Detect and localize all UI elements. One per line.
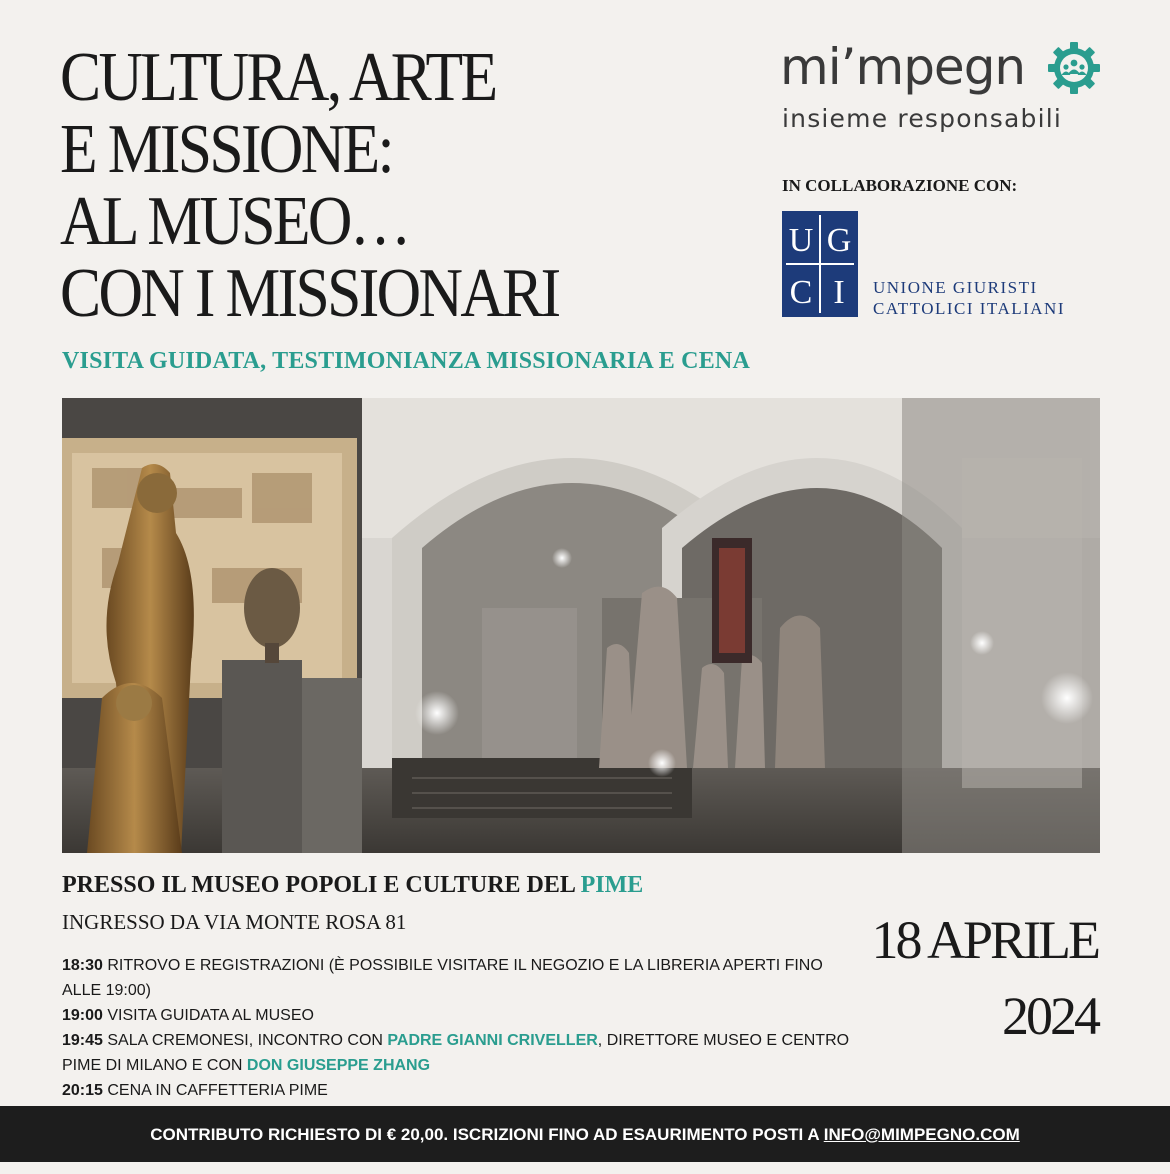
schedule-text: CENA IN CAFFETTERIA PIME xyxy=(102,1082,328,1099)
title-line-3: AL MUSEO… xyxy=(60,183,409,260)
schedule-item xyxy=(62,1028,852,1078)
footer-bar xyxy=(0,1106,1170,1162)
gear-people-icon xyxy=(1046,40,1102,96)
event-subtitle: VISITA GUIDATA, TESTIMONIANZA MISSIONARIA E CENA xyxy=(62,348,750,374)
ugci-name-line-2: CATTOLICI ITALIANI xyxy=(873,299,1065,318)
bottom-strip xyxy=(0,1162,1170,1174)
schedule-text: SALA CREMONESI, INCONTRO CON xyxy=(102,1032,388,1049)
ugci-name-line-1: UNIONE GIURISTI xyxy=(873,278,1038,297)
schedule-text: , DIRETTORE MUSEO E CENTRO PIME DI MILANO E CON xyxy=(62,1032,850,1074)
logo-wordmark: mi’mpegn xyxy=(780,38,1026,96)
schedule-item xyxy=(62,1003,852,1028)
event-date xyxy=(871,902,1098,1054)
title-line-4: CON I MISSIONARI xyxy=(60,255,559,332)
entrance-line: INGRESSO DA VIA MONTE ROSA 81 xyxy=(62,910,407,934)
footer-text: CONTRIBUTO RICHIESTO DI € 20,00. ISCRIZIONI FINO AD ESAURIMENTO POSTI A xyxy=(150,1125,824,1144)
title-line-2: E MISSIONE: xyxy=(60,111,393,188)
schedule-text: RITROVO E REGISTRAZIONI (È POSSIBILE VISITARE IL NEGOZIO E LA LIBRERIA APERTI FINO ALLE 19:00) xyxy=(62,957,823,999)
speaker-name: DON GIUSEPPE ZHANG xyxy=(246,1057,431,1074)
date-year: 2024 xyxy=(1002,986,1098,1046)
ugci-letter-g: G xyxy=(826,222,852,259)
schedule-time: 19:00 xyxy=(62,1007,103,1024)
schedule-text: VISITA GUIDATA AL MUSEO xyxy=(102,1007,314,1024)
ugci-logo xyxy=(782,211,858,317)
venue-highlight: PIME xyxy=(580,872,644,898)
page-title xyxy=(60,39,623,332)
venue-line xyxy=(62,872,643,899)
logo-tagline: insieme responsabili xyxy=(782,104,1063,133)
schedule xyxy=(62,953,852,1103)
museum-gallery-photo xyxy=(62,398,1100,853)
speaker-name: PADRE GIANNI CRIVELLER xyxy=(387,1032,598,1049)
email-link[interactable]: INFO@MIMPEGNO.COM xyxy=(823,1125,1020,1144)
ugci-letter-u: U xyxy=(788,222,814,259)
schedule-item xyxy=(62,953,852,1003)
schedule-time: 20:15 xyxy=(62,1082,103,1099)
ugci-letter-c: C xyxy=(789,274,813,311)
schedule-time: 19:45 xyxy=(62,1032,103,1049)
date-day-month: 18 APRILE xyxy=(871,910,1098,970)
ugci-fullname xyxy=(873,277,1065,319)
venue-prefix: PRESSO IL MUSEO POPOLI E CULTURE DEL xyxy=(62,872,581,898)
schedule-item xyxy=(62,1078,852,1103)
ugci-letter-i: I xyxy=(833,274,845,311)
mimpegno-logo xyxy=(780,38,1110,138)
collaboration-label: IN COLLABORAZIONE CON: xyxy=(782,176,1018,195)
schedule-time: 18:30 xyxy=(62,957,103,974)
title-line-1: CULTURA, ARTE xyxy=(60,39,496,116)
